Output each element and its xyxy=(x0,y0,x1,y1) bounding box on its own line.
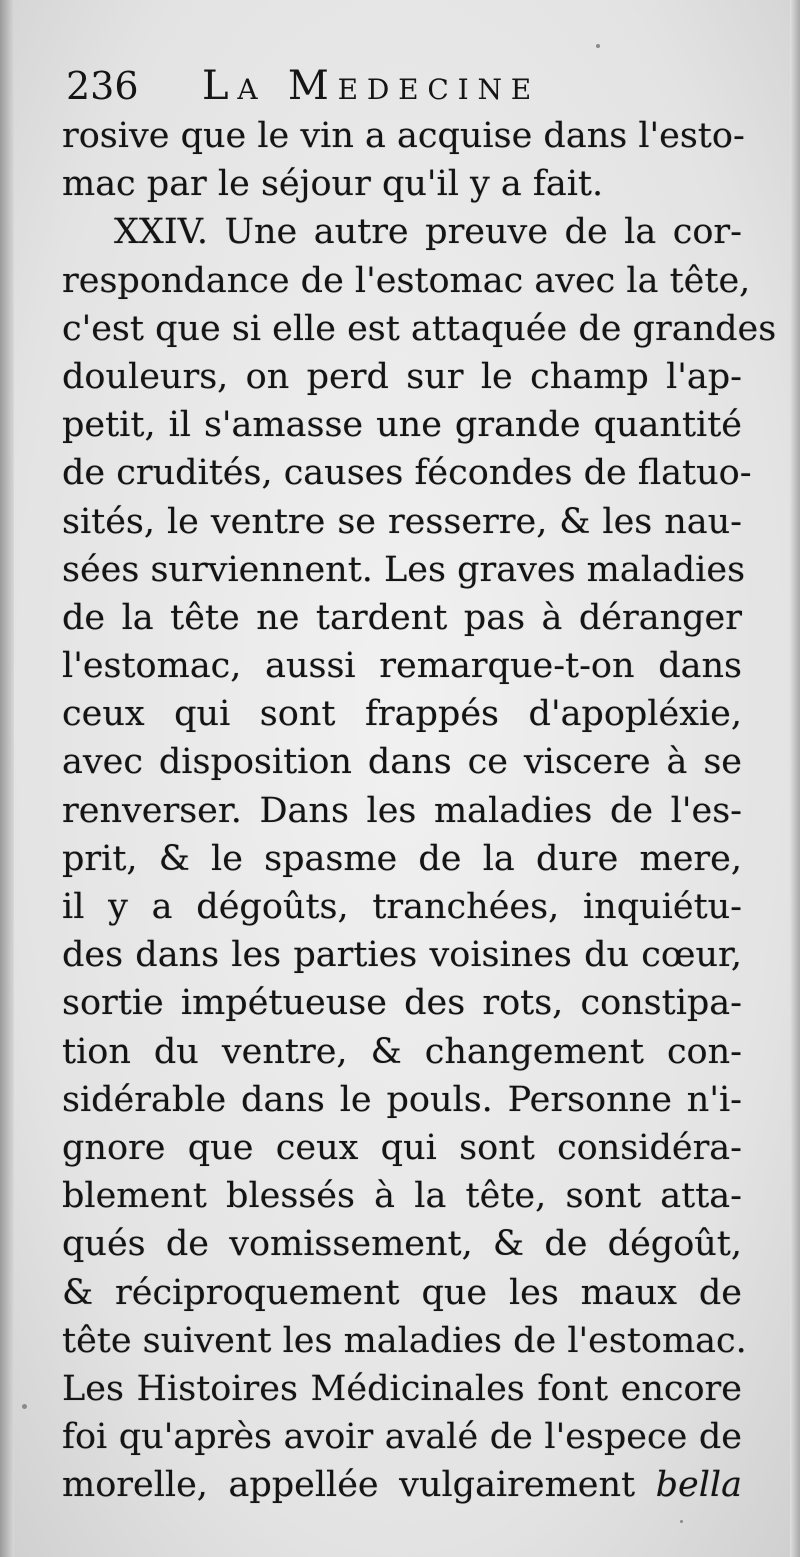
text-line: sités, le ventre se resserre, & les nau- xyxy=(62,501,742,542)
text-line: c'est que si elle est attaquée de grandes xyxy=(62,308,777,349)
text-line: gnore que ceux qui sont considéra- xyxy=(62,1127,742,1168)
paper-speck xyxy=(680,1520,683,1523)
text-line: l'estomac, aussi remarque-t-on dans xyxy=(62,646,742,687)
page-edge-shadow xyxy=(790,0,800,1557)
text-line: XXIV. Une autre preuve de la cor- xyxy=(114,212,742,253)
text-line: ceux qui sont frappés d'apopléxie, xyxy=(62,694,742,735)
running-title: La Medecine xyxy=(202,63,541,109)
text-line-with-catchword xyxy=(62,1461,742,1509)
text-line: foi qu'après avoir avalé de l'espece de xyxy=(62,1417,742,1458)
text-line: de crudités, causes fécondes de flatuo- xyxy=(62,453,752,494)
text-line: de la tête ne tardent pas à déranger xyxy=(62,597,742,638)
paper-speck xyxy=(22,1404,27,1409)
text-line: rosive que le vin a acquise dans l'esto- xyxy=(62,116,745,156)
text-line: blement blessés à la tête, sont atta- xyxy=(62,1176,742,1217)
text-line: sées surviennent. Les graves maladies xyxy=(62,549,746,590)
paper-speck xyxy=(596,44,600,48)
text-line: renverser. Dans les maladies de l'es- xyxy=(62,790,742,831)
text-line: qués de vomissement, & de dégoût, xyxy=(62,1224,742,1265)
page-number: 236 xyxy=(66,64,139,108)
text-line: des dans les parties voisines du cœur, xyxy=(62,935,742,976)
text-line: sortie impétueuse des rots, constipa- xyxy=(62,983,742,1024)
text-line: & réciproquement que les maux de xyxy=(62,1272,742,1313)
text-line: prit, & le spasme de la dure mere, xyxy=(62,838,742,879)
text-line: petit, il s'amasse une grande quantité xyxy=(62,405,742,446)
text-line: douleurs, on perd sur le champ l'ap- xyxy=(62,356,742,397)
text-line: tête suivent les maladies de l'estomac. xyxy=(62,1320,747,1361)
text-line: tion du ventre, & changement con- xyxy=(62,1031,742,1072)
body-text xyxy=(62,112,777,1509)
running-head xyxy=(62,60,752,112)
text-line-final: morelle, appellée vulgairement xyxy=(62,1465,636,1506)
text-line: Les Histoires Médicinales font encore xyxy=(62,1368,742,1409)
text-line: avec disposition dans ce viscere à se xyxy=(62,742,742,783)
page-gutter-shadow xyxy=(0,0,14,1557)
text-line: mac par le séjour qu'il y a fait. xyxy=(62,164,604,205)
text-line: il y a dégoûts, tranchées, inquiétu- xyxy=(62,887,742,927)
text-line: respondance de l'estomac avec la tête, xyxy=(62,260,751,301)
text-line: sidérable dans le pouls. Personne n'i- xyxy=(62,1079,742,1120)
catchword: bella xyxy=(655,1465,742,1506)
